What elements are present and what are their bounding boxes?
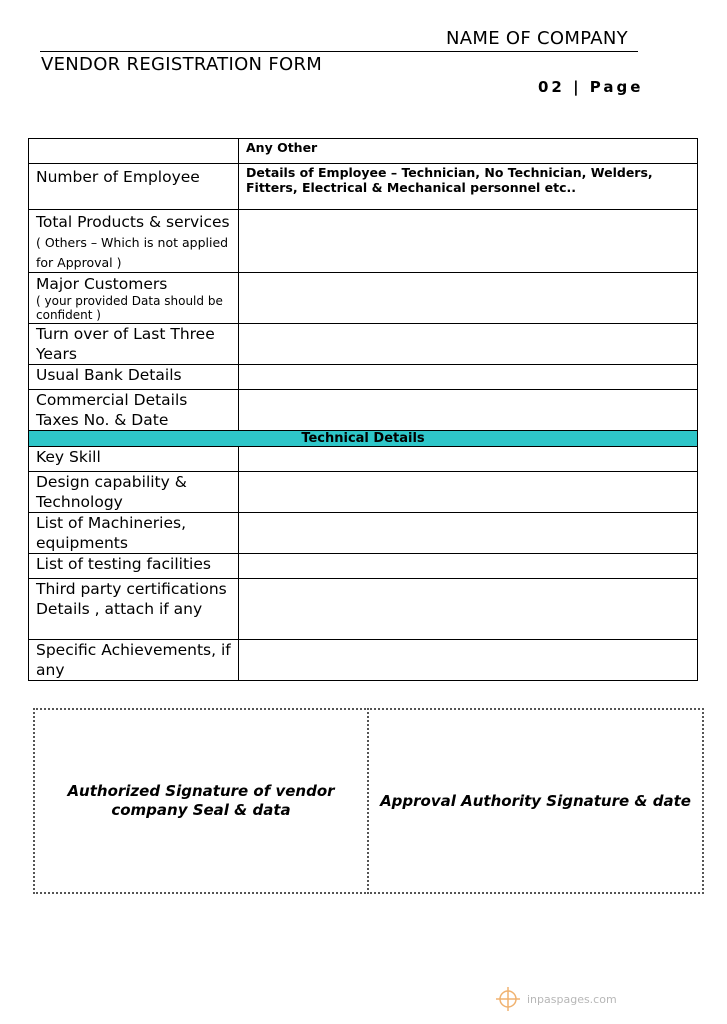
table-row — [29, 210, 698, 273]
table-row — [29, 579, 698, 640]
turnover-value[interactable] — [239, 324, 698, 365]
bank-label: Usual Bank Details — [29, 365, 239, 390]
key-skill-value[interactable] — [239, 447, 698, 472]
testing-label: List of testing facilities — [29, 554, 239, 579]
products-label: Total Products & services — [36, 213, 230, 231]
table-row — [29, 324, 698, 365]
customers-label: Major Customers — [36, 275, 168, 293]
table-row — [29, 640, 698, 681]
approval-signature-label: Approval Authority Signature & date — [380, 791, 691, 810]
technical-details-header-row — [29, 431, 698, 447]
machinery-label: List of Machineries, equipments — [29, 513, 239, 554]
form-title: VENDOR REGISTRATION FORM — [41, 54, 323, 75]
table-row — [29, 365, 698, 390]
watermark — [495, 986, 617, 1012]
technical-details-header: Technical Details — [29, 431, 698, 447]
employee-label: Number of Employee — [29, 164, 239, 210]
machinery-value[interactable] — [239, 513, 698, 554]
achievements-value[interactable] — [239, 640, 698, 681]
vendor-signature-box[interactable] — [33, 708, 369, 894]
employee-details: Details of Employee – Technician, No Technician, Welders, Fitters, Electrical & Mechanical personnel etc.. — [239, 164, 698, 210]
testing-value[interactable] — [239, 554, 698, 579]
products-note: ( Others – Which is not applied for Approval ) — [36, 235, 229, 270]
table-row — [29, 513, 698, 554]
header-rule — [40, 51, 638, 52]
table-row — [29, 273, 698, 324]
products-label-cell — [29, 210, 239, 273]
bank-value[interactable] — [239, 365, 698, 390]
achievements-label: Specific Achievements, if any — [29, 640, 239, 681]
table-row — [29, 139, 698, 164]
turnover-label: Turn over of Last Three Years — [29, 324, 239, 365]
table-row — [29, 554, 698, 579]
crosshair-logo-icon — [495, 986, 521, 1012]
table-row — [29, 472, 698, 513]
products-value[interactable] — [239, 210, 698, 273]
company-name: NAME OF COMPANY — [446, 28, 628, 49]
approval-signature-box[interactable] — [367, 708, 704, 894]
table-row — [29, 447, 698, 472]
design-label: Design capability & Technology — [29, 472, 239, 513]
vendor-details-table — [28, 138, 698, 681]
table-row — [29, 390, 698, 431]
table-row — [29, 164, 698, 210]
commercial-value[interactable] — [239, 390, 698, 431]
watermark-text: inpaspages.com — [527, 992, 617, 1006]
page-number: 02 | Page — [538, 78, 644, 96]
commercial-label: Commercial Details Taxes No. & Date — [29, 390, 239, 431]
third-party-value[interactable] — [239, 579, 698, 640]
customers-note: ( your provided Data should be confident ) — [36, 294, 223, 322]
key-skill-label: Key Skill — [29, 447, 239, 472]
vendor-signature-label: Authorized Signature of vendor company Seal & data — [67, 782, 335, 819]
any-other-cell: Any Other — [239, 139, 698, 164]
customers-value[interactable] — [239, 273, 698, 324]
third-party-label: Third party certifications Details , attach if any — [29, 579, 239, 640]
customers-label-cell — [29, 273, 239, 324]
blank-label-cell — [29, 139, 239, 164]
design-value[interactable] — [239, 472, 698, 513]
